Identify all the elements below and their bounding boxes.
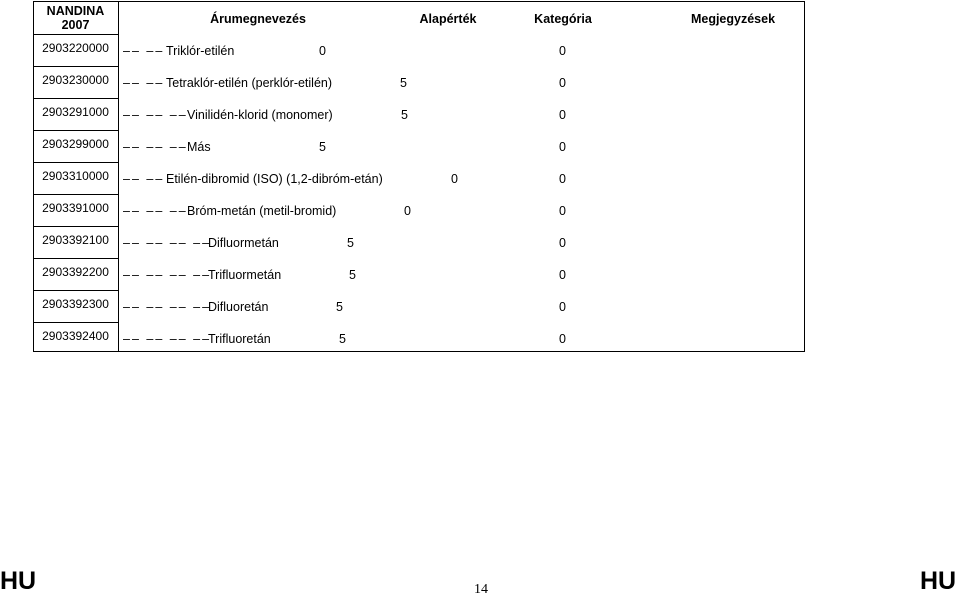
row-category: 0 <box>559 108 566 122</box>
header-category: Kategória <box>534 12 592 26</box>
table-row <box>119 35 805 67</box>
row-code: 2903391000 <box>42 201 109 215</box>
row-base-value: 5 <box>400 76 407 90</box>
level-dashes: –– –– –– –– <box>123 268 212 282</box>
row-category: 0 <box>559 204 566 218</box>
row-category: 0 <box>559 236 566 250</box>
row-code: 2903220000 <box>42 41 109 55</box>
table-row <box>119 163 805 195</box>
row-code: 2903392200 <box>42 265 109 279</box>
level-dashes: –– –– <box>123 44 165 58</box>
row-base-value: 5 <box>319 140 326 154</box>
row-category: 0 <box>559 76 566 90</box>
row-category: 0 <box>559 172 566 186</box>
level-dashes: –– –– –– –– <box>123 300 212 314</box>
table-border-top <box>33 1 805 2</box>
row-divider <box>33 98 119 99</box>
row-divider <box>33 194 119 195</box>
table-row <box>119 67 805 99</box>
row-divider <box>33 290 119 291</box>
row-code: 2903392100 <box>42 233 109 247</box>
row-base-value: 0 <box>319 44 326 58</box>
table-row <box>119 131 805 163</box>
header-notes: Megjegyzések <box>690 12 776 26</box>
table-row <box>119 323 805 355</box>
row-category: 0 <box>559 44 566 58</box>
row-category: 0 <box>559 268 566 282</box>
row-base-value: 5 <box>401 108 408 122</box>
level-dashes: –– –– –– <box>123 108 188 122</box>
table-row <box>119 227 805 259</box>
row-category: 0 <box>559 300 566 314</box>
row-name: Bróm-metán (metil-bromid) <box>187 204 337 218</box>
footer-right-hu: HU <box>920 567 957 595</box>
row-code: 2903230000 <box>42 73 109 87</box>
row-divider <box>33 130 119 131</box>
tariff-table <box>33 1 805 352</box>
row-name: Triklór-etilén <box>166 44 235 58</box>
row-category: 0 <box>559 332 566 346</box>
row-name: Difluoretán <box>208 300 269 314</box>
row-name: Trifluormetán <box>208 268 282 282</box>
row-divider <box>33 322 119 323</box>
row-base-value: 0 <box>404 204 411 218</box>
header-code-line1: NANDINA <box>46 4 105 18</box>
row-code: 2903392300 <box>42 297 109 311</box>
row-name: Etilén-dibromid (ISO) (1,2-dibróm-etán) <box>166 172 383 186</box>
level-dashes: –– –– <box>123 172 165 186</box>
header-base: Alapérték <box>419 12 477 26</box>
row-name: Difluormetán <box>208 236 279 250</box>
row-code: 2903392400 <box>42 329 109 343</box>
level-dashes: –– –– –– <box>123 140 188 154</box>
row-base-value: 5 <box>339 332 346 346</box>
table-row <box>119 291 805 323</box>
row-divider <box>33 34 119 35</box>
row-divider <box>33 258 119 259</box>
level-dashes: –– –– –– –– <box>123 332 212 346</box>
row-name: Vinilidén-klorid (monomer) <box>187 108 333 122</box>
level-dashes: –– –– <box>123 76 165 90</box>
row-name: Trifluoretán <box>208 332 271 346</box>
row-divider <box>33 162 119 163</box>
footer-left-hu: HU <box>0 567 37 595</box>
row-divider <box>33 66 119 67</box>
level-dashes: –– –– –– –– <box>123 236 212 250</box>
table-row <box>119 259 805 291</box>
row-base-value: 0 <box>451 172 458 186</box>
row-code: 2903299000 <box>42 137 109 151</box>
row-base-value: 5 <box>347 236 354 250</box>
row-name: Más <box>187 140 211 154</box>
row-category: 0 <box>559 140 566 154</box>
row-name: Tetraklór-etilén (perklór-etilén) <box>166 76 333 90</box>
row-base-value: 5 <box>349 268 356 282</box>
page-number: 14 <box>474 582 488 597</box>
row-base-value: 5 <box>336 300 343 314</box>
level-dashes: –– –– –– <box>123 204 188 218</box>
row-divider <box>33 226 119 227</box>
row-code: 2903310000 <box>42 169 109 183</box>
header-name: Árumegnevezés <box>210 12 306 26</box>
row-code: 2903291000 <box>42 105 109 119</box>
header-code-line2: 2007 <box>61 18 90 32</box>
table-row <box>119 195 805 227</box>
table-row <box>119 99 805 131</box>
